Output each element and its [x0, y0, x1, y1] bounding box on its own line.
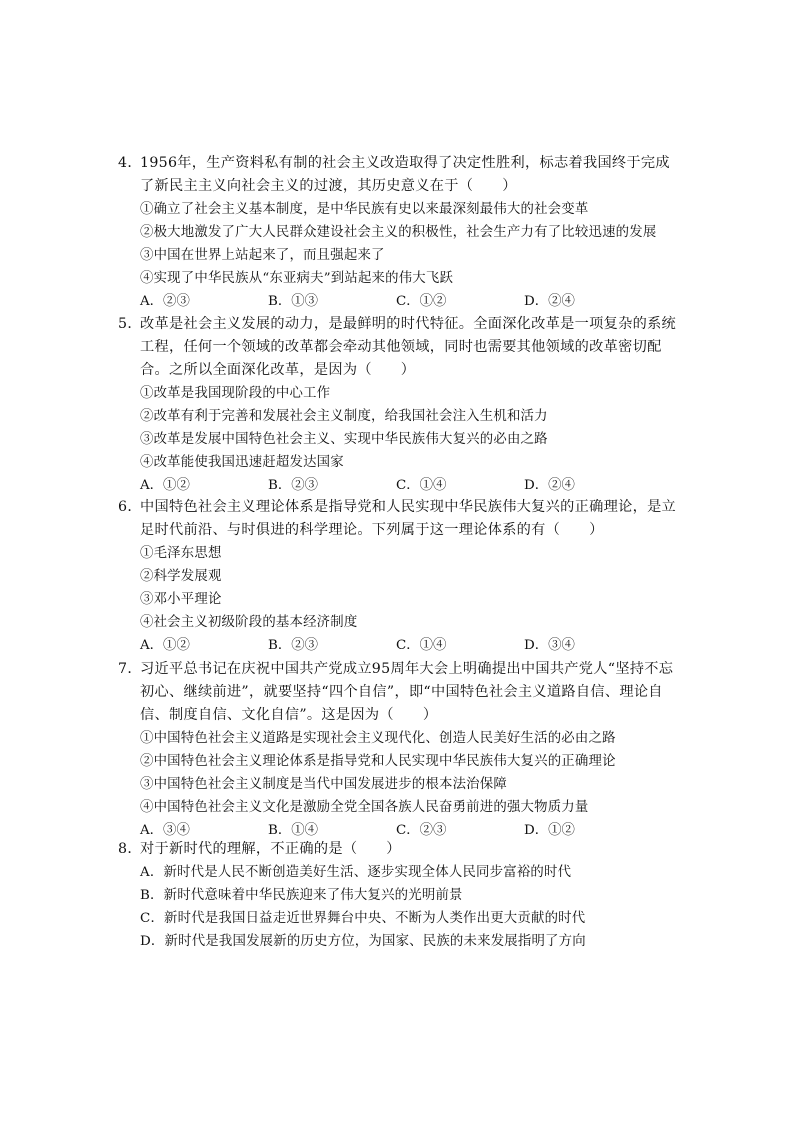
question-stem: [118, 313, 678, 382]
option-c: C．新时代是我国日益走近世界舞台中央、不断为人类作出更大贡献的时代: [140, 911, 586, 926]
answer-choices: [118, 474, 678, 497]
option-a: A．新时代是人民不断创造美好生活、逐步实现全体人民同步富裕的时代: [140, 865, 572, 880]
choice-d: D．②④: [524, 478, 575, 493]
choice-d: D．③④: [524, 638, 575, 653]
question-text: 1956年，生产资料私有制的社会主义改造取得了决定性胜利，标志着我国终于完成了新民主主义向社会主义的过渡，其历史意义在于（ ）: [140, 155, 670, 194]
statement-4: ④中国特色社会主义文化是激励全党全国各族人民奋勇前进的强大物质力量: [140, 800, 589, 815]
choice-d: D．①②: [524, 823, 575, 838]
question-5: [118, 313, 678, 497]
statement-4: ④社会主义初级阶段的基本经济制度: [140, 615, 358, 630]
option-b: B．新时代意味着中华民族迎来了伟大复兴的光明前景: [140, 888, 463, 903]
statement-1: ①中国特色社会主义道路是实现社会主义现代化、创造人民美好生活的必由之路: [140, 731, 616, 746]
question-8: [118, 838, 678, 953]
statement-2: ②中国特色社会主义理论体系是指导党和人民实现中华民族伟大复兴的正确理论: [140, 754, 616, 769]
statement-2: ②改革有利于完善和发展社会主义制度，给我国社会注入生机和活力: [140, 409, 548, 424]
question-stem: [118, 658, 678, 727]
choice-d: D．②④: [524, 294, 575, 309]
question-number: 4．: [118, 155, 142, 171]
statement-3: ③中国特色社会主义制度是当代中国发展进步的根本法治保障: [140, 777, 507, 792]
question-stem: [118, 838, 678, 861]
statement-3: ③邓小平理论: [140, 592, 222, 607]
question-text: 中国特色社会主义理论体系是指导党和人民实现中华民族伟大复兴的正确理论，是立足时代前沿、与时俱进的科学理论。下列属于这一理论体系的有（ ）: [140, 499, 677, 538]
statement-3: ③中国在世界上站起来了，而且强起来了: [140, 248, 385, 263]
question-text: 习近平总书记在庆祝中国共产党成立95周年大会上明确提出中国共产党人“坚持不忘初心、继续前进”，就要坚持“四个自信”，即“中国特色社会主义道路自信、理论自信、制度自信、文化自信”。这是因为（ ）: [140, 661, 674, 723]
question-text: 改革是社会主义发展的动力，是最鲜明的时代特征。全面深化改革是一项复杂的系统工程，任何一个领域的改革都会牵动其他领域，同时也需要其他领域的改革密切配合。之所以全面深化改革，是因为（ ）: [140, 316, 677, 378]
question-text: 对于新时代的理解，不正确的是（ ）: [140, 841, 401, 857]
answer-choices: [118, 290, 678, 313]
choice-b: B．②③: [268, 478, 319, 493]
question-4: [118, 152, 678, 313]
option-d: D．新时代是我国发展新的历史方位，为国家、民族的未来发展指明了方向: [140, 934, 586, 949]
choice-a: A．①②: [140, 478, 190, 493]
question-stem: [118, 496, 678, 542]
choice-a: A．③④: [140, 823, 190, 838]
choice-a: A．①②: [140, 638, 190, 653]
question-number: 5．: [118, 316, 142, 332]
choice-c: C．①④: [396, 478, 447, 493]
answer-choices: [118, 634, 678, 657]
statement-1: ①毛泽东思想: [140, 546, 222, 561]
question-number: 8．: [118, 841, 142, 857]
choice-c: C．①②: [396, 294, 447, 309]
choice-c: C．②③: [396, 823, 447, 838]
question-stem: [118, 152, 678, 198]
statement-1: ①确立了社会主义基本制度，是中华民族有史以来最深刻最伟大的社会变革: [140, 202, 589, 217]
question-7: [118, 658, 678, 842]
question-6: [118, 496, 678, 657]
choice-b: B．①④: [268, 823, 319, 838]
statement-1: ①改革是我国现阶段的中心工作: [140, 386, 331, 401]
question-number: 6．: [118, 499, 142, 515]
statement-2: ②科学发展观: [140, 569, 222, 584]
question-number: 7．: [118, 661, 142, 677]
choice-b: B．①③: [268, 294, 319, 309]
choice-c: C．①④: [396, 638, 447, 653]
statement-4: ④改革能使我国迅速赶超发达国家: [140, 455, 344, 470]
choice-b: B．②③: [268, 638, 319, 653]
choice-a: A．②③: [140, 294, 190, 309]
statement-3: ③改革是发展中国特色社会主义、实现中华民族伟大复兴的必由之路: [140, 432, 548, 447]
statement-4: ④实现了中华民族从“东亚病夫”到站起来的伟大飞跃: [140, 271, 454, 286]
statement-2: ②极大地激发了广大人民群众建设社会主义的积极性，社会生产力有了比较迅速的发展: [140, 225, 657, 240]
